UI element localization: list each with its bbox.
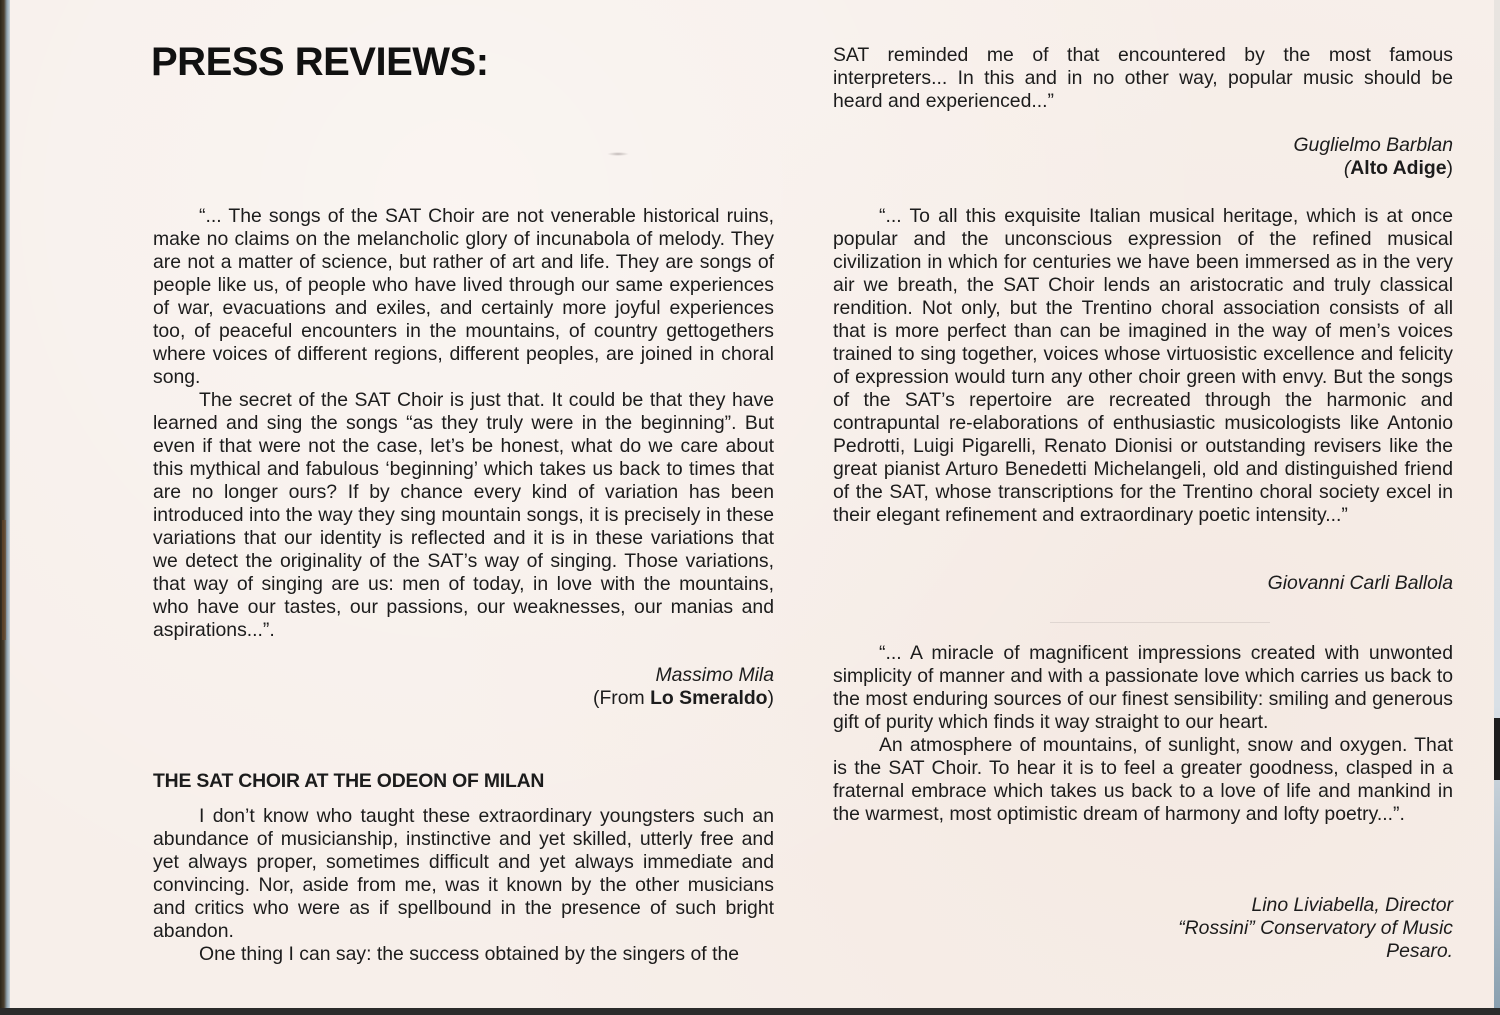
source-publication: Alto Adige	[1350, 157, 1447, 179]
source-suffix: )	[1446, 157, 1453, 179]
review-author: Guglielmo Barblan	[1293, 134, 1453, 156]
review-paragraph: “... A miracle of magnificent impressions created with unwonted simplicity of manner and with a passionate love which carries us back to the most enduring sources of our finest sensibility: smiling and generous gift of purity which finds it way straight to our heart.	[833, 642, 1453, 733]
source-prefix: (	[1343, 157, 1351, 179]
section-paragraph: I don’t know who taught these extraordinary youngsters such an abundance of musicianship, instinctive and yet skilled, utterly free and yet always proper, sometimes difficult and yet always immediate and convincing. Nor, aside from me, was it known by the other musicians and critics who were as if spellbound in the presence of such bright abandon.	[153, 805, 774, 942]
page-edge-right	[1494, 0, 1500, 1008]
review-paragraph: An atmosphere of mountains, of sunlight, snow and oxygen. That is the SAT Choir. To hear it is to feel a greater goodness, clasped in a fraternal embrace which takes us back to a love of life and mankind in the warmest, most optimistic dream of harmony and lofty poetry...”.	[833, 734, 1453, 825]
binding-edge-left	[0, 0, 10, 1015]
signature-line: Pesaro.	[1386, 940, 1453, 962]
section-heading: THE SAT CHOIR AT THE ODEON OF MILAN	[153, 770, 545, 792]
source-prefix: (From	[592, 687, 651, 709]
review-source	[833, 157, 1453, 180]
review-author: Giovanni Carli Ballola	[1267, 572, 1453, 594]
review-paragraph: SAT reminded me of that encountered by the most famous interpreters... In this and in no other way, popular music should be heard and experienced...”	[833, 44, 1453, 112]
signature-line: Lino Liviabella, Director	[1251, 894, 1453, 916]
review-paragraph: “... The songs of the SAT Choir are not venerable historical ruins, make no claims on the melancholic glory of incunabola of melody. They are not a matter of science, but rather of art and life. They are songs of people like us, of people who have lived through our same experiences of war, evacuations and exiles, and certainly more joyful experiences too, of peaceful encounters in the mountains, of country gettogethers where voices of different regions, different peoples, are joined in choral song.	[153, 205, 774, 388]
review-liviabella-attribution	[833, 894, 1453, 963]
review-ballola-attribution	[833, 572, 1453, 595]
source-suffix: )	[767, 687, 774, 709]
paper-speck	[607, 152, 629, 156]
review-source	[153, 687, 774, 710]
signature-line: “Rossini” Conservatory of Music	[1178, 917, 1453, 939]
review-continuation	[833, 44, 1453, 113]
review-ballola	[833, 205, 1453, 527]
review-paragraph: “... To all this exquisite Italian musical heritage, which is at once popular and the unconscious expression of the refined musical civilization in which for centuries we have been immersed as in the very air we breath, the SAT Choir lends an aristocratic and truly classical rendition. Not only, but the Trentino choral association consists of all that is more perfect than can be imagined in the way of men’s voices trained to sing together, voices whose virtuosistic excellence and felicity of expression would turn any other choir green with envy. But the songs of the SAT’s repertoire are recreated through the harmonic and contrapuntal re-elaborations of enthusiastic musicologists like Antonio Pedrotti, Luigi Pigarelli, Renato Dionisi or outstanding revisers like the great pianist Arturo Benedetti Michelangeli, old and distinguished friend of the SAT, whose transcriptions for the Trentino choral society excel in their elegant refinement and extraordinary poetic intensity...”	[833, 205, 1453, 526]
review-mila	[153, 205, 774, 642]
page-title: PRESS REVIEWS:	[151, 40, 489, 84]
source-publication: Lo Smeraldo	[650, 687, 768, 709]
review-barblan-attribution	[833, 134, 1453, 180]
faint-print-mark	[1050, 622, 1270, 623]
section-odeon	[153, 770, 774, 966]
review-author: Massimo Mila	[655, 664, 774, 686]
review-paragraph: The secret of the SAT Choir is just that. It could be that they have learned and sing the songs “as they truly were in the beginning”. But even if that were not the case, let’s be honest, what do we care about this mythical and fabulous ‘beginning’ which takes us back to times that are no longer ours? If by chance every kind of variation has been introduced into the way they sing mountain songs, it is precisely in these variations that our identity is reflected and it is in these variations that we detect the originality of the SAT’s way of singing. Those variations, that way of singing are us: men of today, in love with the mountains, who have our tastes, our passions, our weaknesses, our manias and aspirations...”.	[153, 389, 774, 641]
review-liviabella	[833, 642, 1453, 826]
review-mila-attribution	[153, 664, 774, 710]
section-paragraph: One thing I can say: the success obtained by the singers of the	[199, 943, 740, 965]
page-edge-tab	[1494, 718, 1500, 780]
page-edge-bottom	[0, 1008, 1500, 1015]
